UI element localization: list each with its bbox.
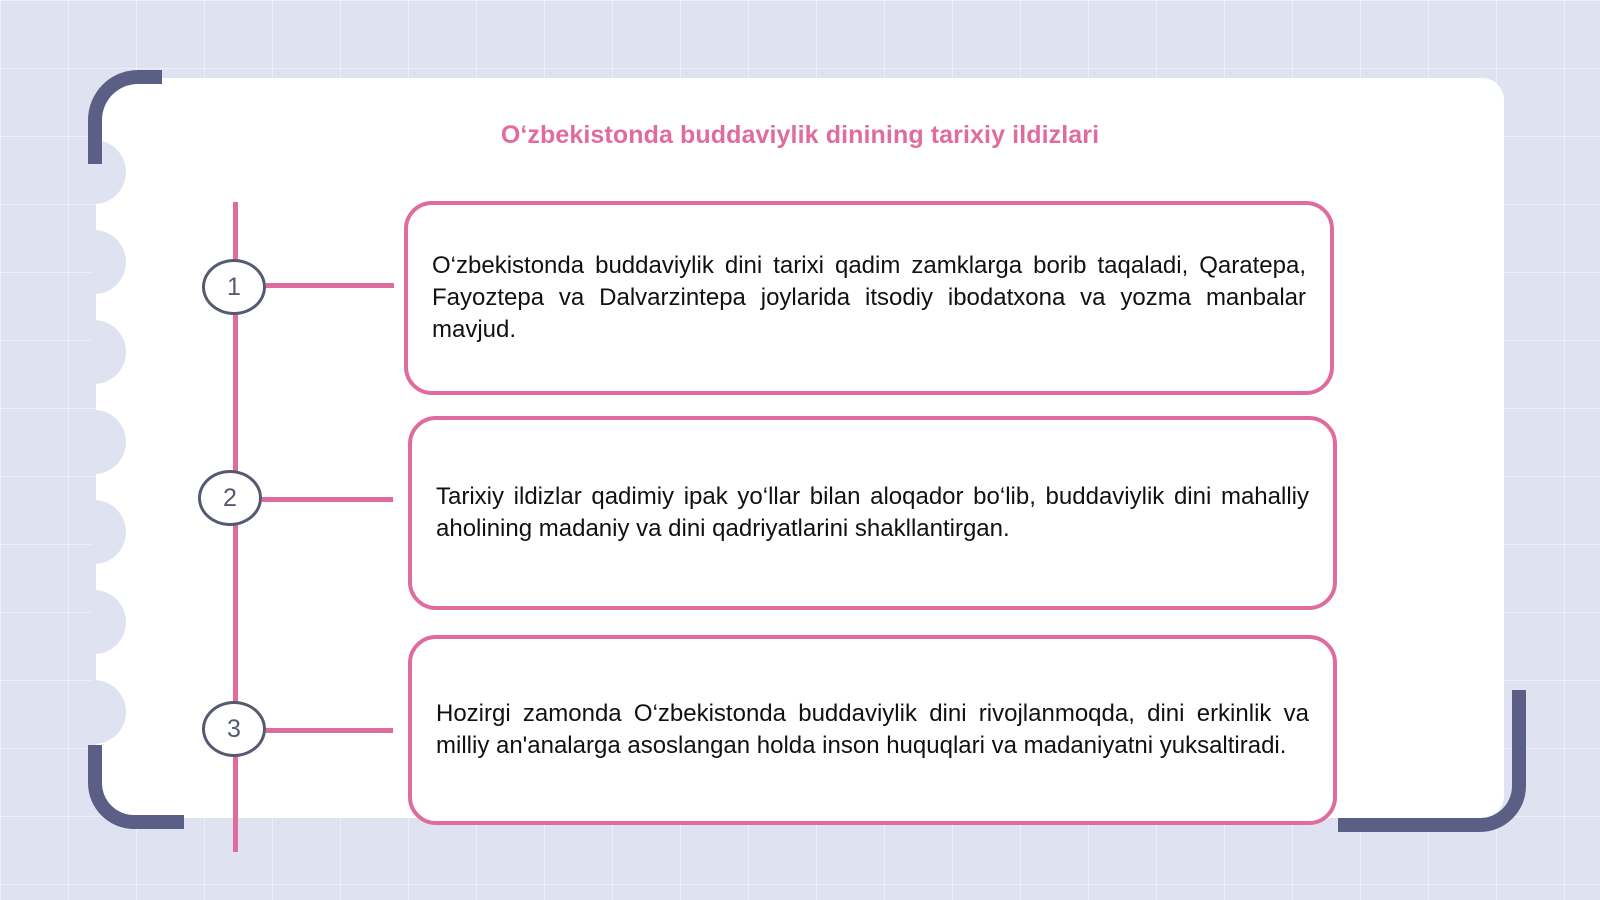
corner-bracket-bottom-left xyxy=(88,745,184,829)
step-number-3: 3 xyxy=(202,701,266,757)
slide-title: O‘zbekistonda buddaviylik dinining tarixiy ildizlari xyxy=(500,121,1100,149)
step-card-3 xyxy=(408,635,1337,825)
step-number-1: 1 xyxy=(202,259,266,315)
step-card-2 xyxy=(408,416,1337,610)
timeline-connector xyxy=(266,283,394,288)
step-card-text: Tarixiy ildizlar qadimiy ipak yo‘llar bilan aloqador bo‘lib, buddaviylik dini mahalliy aholining madaniy va dini qadriyatlarini shakllantirgan. xyxy=(436,483,1309,542)
corner-bracket-bottom-right xyxy=(1338,690,1526,832)
step-card-text: O‘zbekistonda buddaviylik dini tarixi qadim zamklarga borib taqaladi, Qaratepa, Fayoztepa va Dalvarzintepa joylarida itsodiy ibodatxona va yozma manbalar mavjud. xyxy=(432,252,1306,343)
step-number-2: 2 xyxy=(198,470,262,526)
step-card-1 xyxy=(404,201,1334,395)
timeline-connector xyxy=(262,497,393,502)
step-card-text: Hozirgi zamonda O‘zbekistonda buddaviylik dini rivojlanmoqda, dini erkinlik va milliy an'analarga asoslangan holda inson huquqlari va madaniyatni yuksaltiradi. xyxy=(436,700,1309,759)
timeline-connector xyxy=(266,728,393,733)
